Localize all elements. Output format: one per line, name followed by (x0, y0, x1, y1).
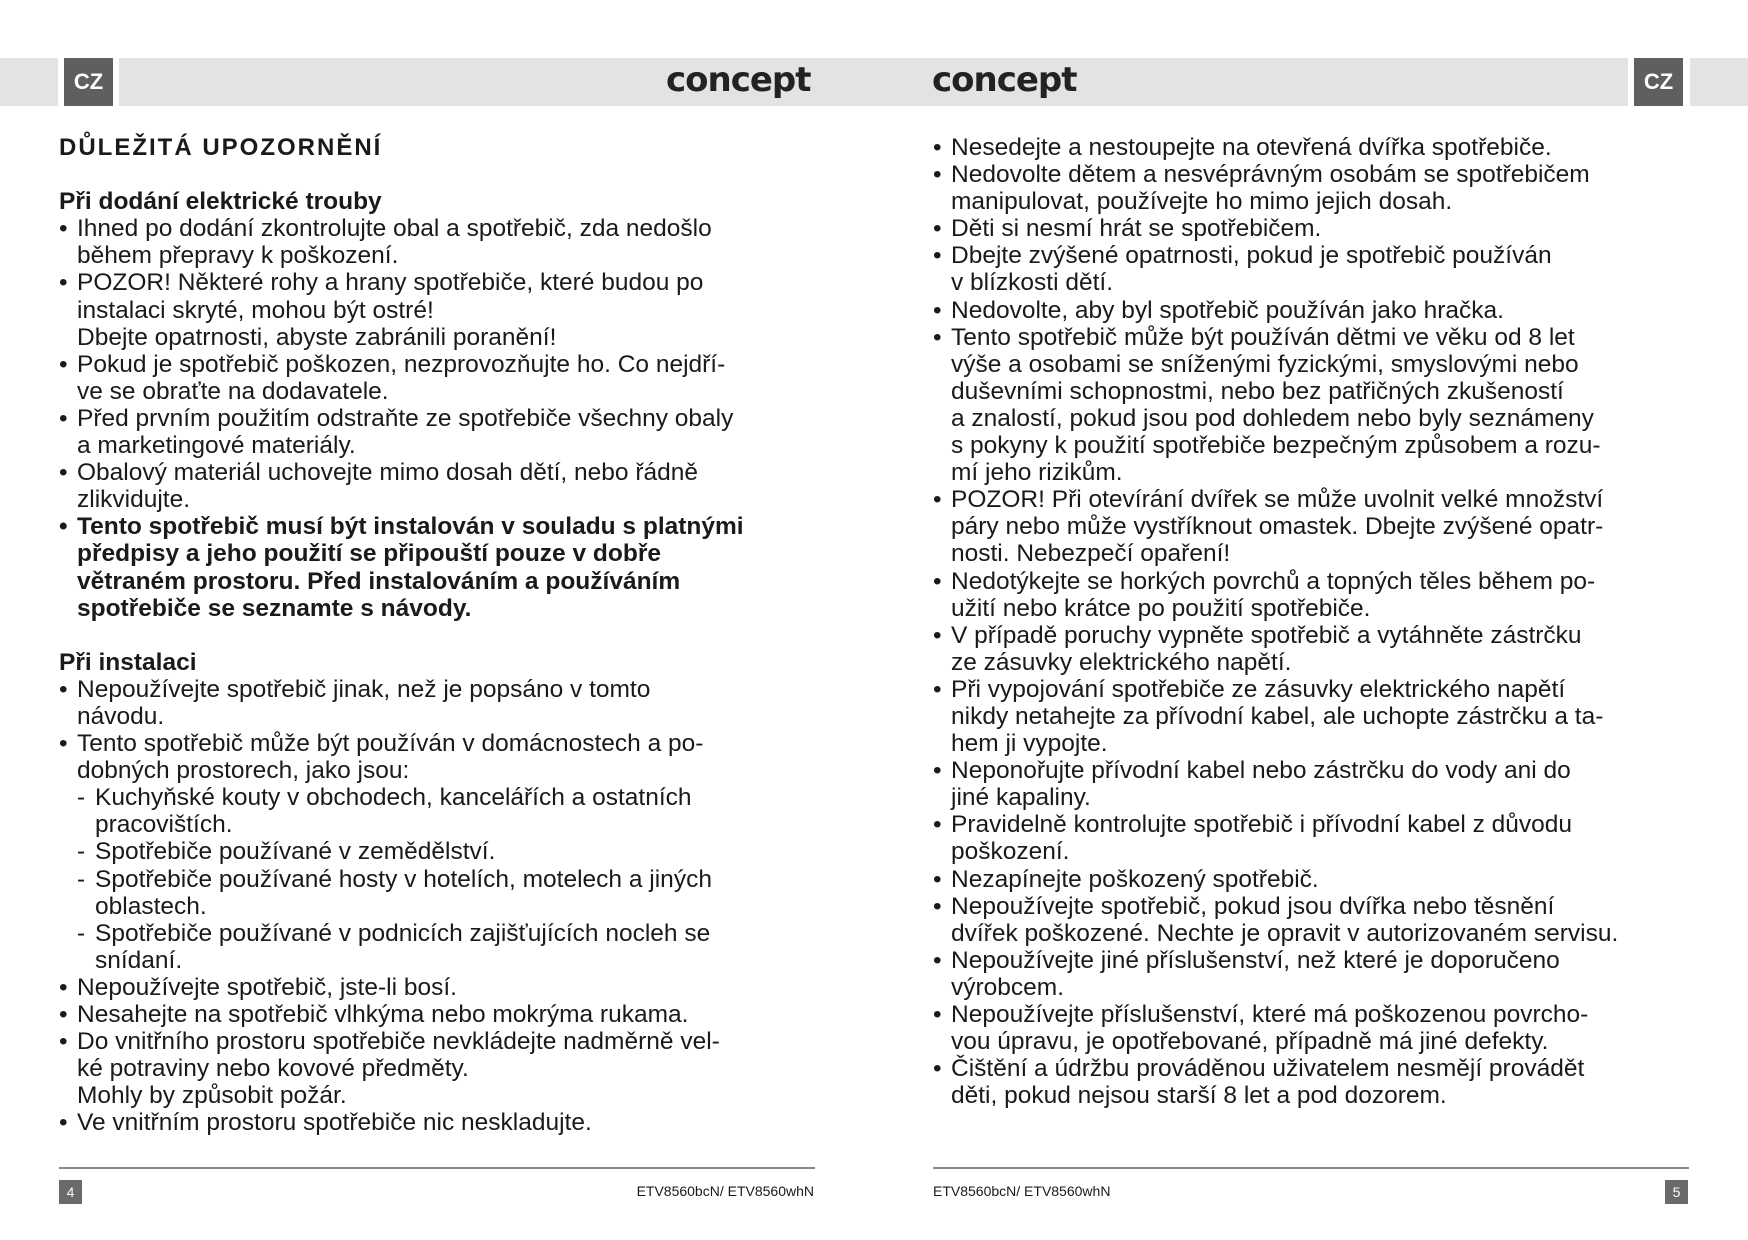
text-line: ve se obraťte na dodavatele. (77, 377, 389, 405)
sub-item: oblastech. (95, 892, 207, 920)
subsection-heading: Při dodání elektrické trouby (59, 188, 382, 216)
text-line: poškození. (951, 838, 1070, 866)
bullet-item: • Ihned po dodání zkontrolujte obal a spotřebič, zda nedošlo (77, 215, 744, 242)
header-band (119, 58, 1628, 106)
model-number-left: ETV8560bcN/ ETV8560whN (636, 1183, 814, 1199)
bullet-item: • Nesahejte na spotřebič vlhkýma nebo mokrýma rukama. (77, 1001, 744, 1028)
text-line: výše a osobami se sníženými fyzickými, smyslovými nebo (951, 350, 1579, 378)
dash-marker: - (77, 865, 86, 893)
bullet-item: • Nepoužívejte příslušenství, které má poškozenou povrcho- (951, 1001, 1618, 1028)
text-line: dvířek poškozené. Nechte je opravit v autorizovaném servisu. (951, 919, 1619, 947)
bullet-item: • Nepoužívejte spotřebič, pokud jsou dvířka nebo těsnění (951, 893, 1618, 920)
sub-item: - Spotřebiče používané hosty v hotelích, motelech a jiných (77, 865, 712, 893)
bullet-item: • Při vypojování spotřebiče ze zásuvky elektrického napětí (951, 676, 1618, 703)
bullet-item: • Do vnitřního prostoru spotřebiče nevkládejte nadměrně vel- (77, 1028, 744, 1055)
text-line: nosti. Nebezpečí opaření! (951, 540, 1231, 568)
subsection-heading: Při instalaci (59, 648, 197, 676)
text-line: užití nebo krátce po použití spotřebiče. (951, 594, 1371, 622)
bullet-item: • Děti si nesmí hrát se spotřebičem. (951, 215, 1618, 242)
text-line: v blízkosti dětí. (951, 269, 1114, 297)
text-line: během přepravy k poškození. (77, 242, 399, 270)
text-line: předpisy a jeho použití se připouští pouze v dobře (77, 540, 661, 568)
text-line: děti, pokud nejsou starší 8 let a pod dozorem. (951, 1082, 1447, 1110)
text-line: ké potraviny nebo kovové předměty. (77, 1055, 469, 1083)
text-line: duševními schopnostmi, nebo bez patřičných zkušeností (951, 377, 1564, 405)
bullet-item: • Tento spotřebič musí být instalován v souladu s platnými (77, 513, 744, 540)
sub-item: - Kuchyňské kouty v obchodech, kancelářích a ostatních (77, 784, 692, 812)
text-line: výrobcem. (951, 973, 1065, 1001)
left-page-content (59, 134, 744, 1137)
bullet-item: • Ve vnitřním prostoru spotřebiče nic neskladujte. (77, 1109, 744, 1136)
bullet-item: • Pokud je spotřebič poškozen, nezprovozňujte ho. Co nejdří- (77, 351, 744, 378)
brand-logo-left: concept (666, 60, 811, 100)
bullet-item: • Nedovolte, aby byl spotřebič používán jako hračka. (951, 297, 1618, 324)
text-line: páry nebo může vystříknout omastek. Dbejte zvýšené opatr- (951, 513, 1604, 541)
bullet-item: • Nedotýkejte se horkých povrchů a topných těles během po- (951, 568, 1618, 595)
text-line: a marketingové materiály. (77, 432, 356, 460)
dash-marker: - (77, 784, 86, 812)
bullet-item: • Nedovolte dětem a nesvéprávným osobám se spotřebičem (951, 161, 1618, 188)
text-line: Dbejte opatrnosti, abyste zabránili poranění! (77, 323, 557, 351)
bullet-item: • Nepoužívejte jiné příslušenství, než které je doporučeno (951, 947, 1618, 974)
text-line: instalaci skryté, mohou být ostré! (77, 296, 434, 324)
bullet-item: • Nepoužívejte spotřebič jinak, než je popsáno v tomto (77, 676, 744, 703)
right-page-content (951, 134, 1618, 1109)
text-line: a znalostí, pokud jsou pod dohledem nebo byly seznámeny (951, 404, 1594, 432)
bullet-item: • Nesedejte a nestoupejte na otevřená dvířka spotřebiče. (951, 134, 1618, 161)
text-line: ze zásuvky elektrického napětí. (951, 648, 1292, 676)
footer-divider-left (59, 1167, 815, 1169)
text-line: nikdy netahejte za přívodní kabel, ale uchopte zástrčku a ta- (951, 702, 1604, 730)
page-number-left: 4 (59, 1180, 82, 1204)
sub-item: - Spotřebiče používané v zemědělství. (77, 838, 496, 866)
bullet-item: • Před prvním použitím odstraňte ze spotřebiče všechny obaly (77, 405, 744, 432)
text-line: hem ji vypojte. (951, 730, 1108, 758)
text-line: větraném prostoru. Před instalováním a používáním (77, 567, 681, 595)
sub-item: - Spotřebiče používané v podnicích zajišťujících nocleh se (77, 919, 711, 947)
bullet-item: • Dbejte zvýšené opatrnosti, pokud je spotřebič používán (951, 242, 1618, 269)
bullet-item: • Nezapínejte poškozený spotřebič. (951, 866, 1618, 893)
bullet-item: • Neponořujte přívodní kabel nebo zástrčku do vody ani do (951, 757, 1618, 784)
language-badge-right: CZ (1634, 58, 1683, 106)
bullet-item: • POZOR! Některé rohy a hrany spotřebiče, které budou po (77, 269, 744, 296)
bullet-item: • Obalový materiál uchovejte mimo dosah dětí, nebo řádně (77, 459, 744, 486)
language-badge-left: CZ (64, 58, 113, 106)
section-heading: DŮLEŽITÁ UPOZORNĚNÍ (59, 134, 383, 161)
text-line: mí jeho rizikům. (951, 459, 1123, 487)
text-line: zlikvidujte. (77, 486, 191, 514)
text-line: manipulovat, používejte ho mimo jejich dosah. (951, 188, 1453, 216)
brand-logo-right: concept (932, 60, 1077, 100)
header-band-right (1690, 58, 1748, 106)
footer-divider-right (933, 1167, 1689, 1169)
bullet-item: • POZOR! Při otevírání dvířek se může uvolnit velké množství (951, 486, 1618, 513)
sub-item: pracovištích. (95, 811, 233, 839)
text-line: spotřebiče se seznamte s návody. (77, 594, 472, 622)
bullet-item: • Nepoužívejte spotřebič, jste-li bosí. (77, 974, 744, 1001)
text-line: Mohly by způsobit požár. (77, 1082, 347, 1110)
bullet-item: • Tento spotřebič může být používán dětmi ve věku od 8 let (951, 324, 1618, 351)
sub-item: snídaní. (95, 946, 183, 974)
text-line: dobných prostorech, jako jsou: (77, 757, 410, 785)
text-line: s pokyny k použití spotřebiče bezpečným způsobem a rozu- (951, 432, 1601, 460)
page-number-right: 5 (1665, 1180, 1688, 1204)
dash-marker: - (77, 838, 86, 866)
dash-marker: - (77, 919, 86, 947)
text-line: návodu. (77, 702, 165, 730)
bullet-item: • V případě poruchy vypněte spotřebič a vytáhněte zástrčku (951, 622, 1618, 649)
bullet-item: • Tento spotřebič může být používán v domácnostech a po- (77, 730, 744, 757)
bullet-item: • Čištění a údržbu prováděnou uživatelem nesmějí provádět (951, 1055, 1618, 1082)
model-number-right: ETV8560bcN/ ETV8560whN (933, 1183, 1111, 1199)
text-line: jiné kapaliny. (951, 784, 1091, 812)
text-line: vou úpravu, je opotřebované, případně má jiné defekty. (951, 1028, 1549, 1056)
text-line (77, 622, 744, 649)
text-line (77, 161, 744, 188)
header-band-left (0, 58, 58, 106)
bullet-item: • Pravidelně kontrolujte spotřebič i přívodní kabel z důvodu (951, 811, 1618, 838)
